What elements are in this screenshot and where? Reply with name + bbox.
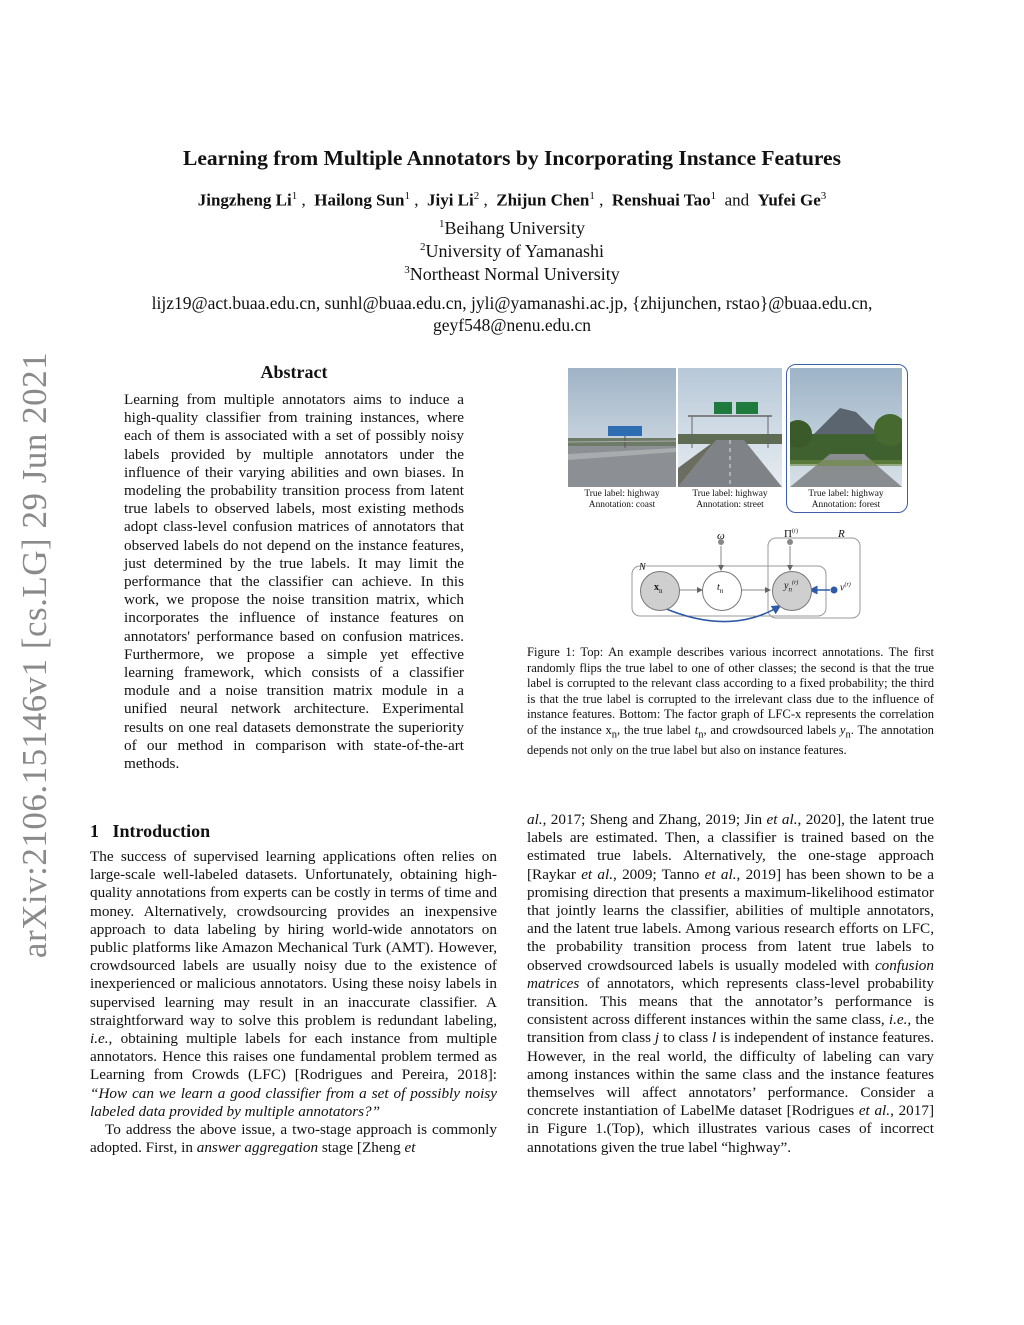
section-title: Introduction <box>112 821 211 841</box>
annotation-label: Annotation: forest <box>811 500 881 510</box>
author-name: Renshuai Tao <box>611 190 711 210</box>
affiliation-number: 2 <box>420 241 426 253</box>
intro-heading <box>90 821 510 842</box>
text-run: , 2017] in Figure 1.(Top), which illustrates various cases of incorrect annotations given the true label “highway”. <box>527 1102 935 1156</box>
var-t: t <box>717 582 720 593</box>
author-affiliation-mark: 2 <box>473 190 480 202</box>
text-run: stage [Zheng <box>318 1139 405 1157</box>
node-t-label <box>717 582 723 595</box>
abstract-heading: Abstract <box>260 362 328 382</box>
text-run-italic: i.e., <box>888 1011 912 1029</box>
var-sub: n <box>788 585 792 594</box>
affiliation-name: Beihang University <box>444 218 585 238</box>
intro-paragraph <box>90 1121 497 1157</box>
text-run: is independent of instance features. However, in the real world, the difficulty of labeling can vary among instances within the same class and the instance features themselves will affect annotators’ performance. Consider a concrete instantiation of LabelMe dataset [Rodrigues <box>527 1029 934 1120</box>
var-v: v <box>840 582 845 594</box>
section-number: 1 <box>90 821 99 841</box>
affiliation <box>0 218 1024 239</box>
photo-caption <box>790 489 902 511</box>
text-run: , 2017; Sheng and Zhang, 2019; Jin <box>542 811 767 828</box>
var-sub: n <box>719 587 724 595</box>
text-run-italic: et al. <box>858 1102 891 1120</box>
author-name: Hailong Sun <box>314 190 405 210</box>
affiliation <box>0 264 1024 285</box>
caption-text: , and crowdsourced labels <box>703 722 840 737</box>
intro-left-column <box>90 848 497 1157</box>
var-sup: (r) <box>791 528 798 535</box>
node-y-label <box>784 580 798 593</box>
text-run-italic: et al. <box>704 865 737 883</box>
author-affiliation-mark: 1 <box>291 190 298 202</box>
pi-label <box>784 528 798 540</box>
plate-N-label: N <box>639 562 646 573</box>
caption-sub: n <box>611 729 618 741</box>
intro-right-column <box>527 811 934 1157</box>
text-run: to class <box>659 1029 712 1047</box>
affiliation-name: Northeast Normal University <box>409 264 620 284</box>
var-sup: (r) <box>844 582 851 588</box>
text-run: , 2020], the latent true labels are estimated. Then, a classifier is trained based on the estimated true labels. Alternatively, the one-stage approach [Raykar <box>527 811 934 883</box>
figure-1 <box>560 364 910 624</box>
text-run: , 2009; Tanno <box>613 865 705 883</box>
highway-photo <box>568 368 676 487</box>
annotation-label: Annotation: street <box>696 500 764 510</box>
paper-title: Learning from Multiple Annotators by Incorporating Instance Features <box>183 146 841 170</box>
affiliation <box>0 241 1024 262</box>
node-x-label <box>654 582 663 595</box>
text-run: obtaining multiple labels for each instance from multiple annotators. Hence this raises one fundamental problem termed as Learning from Crowds (LFC) [Rodrigues and Pereira, 2018]: <box>90 1030 497 1084</box>
intro-paragraph <box>90 848 497 1121</box>
author-affiliation-mark: 3 <box>820 190 827 202</box>
text-run: To address the above issue, a two-stage approach is commonly adopted. First, in <box>90 1121 497 1157</box>
text-run-italic: confusion matrices <box>527 956 934 992</box>
plate-R-label: R <box>838 528 845 540</box>
text-run-italic: answer aggregation <box>196 1139 319 1157</box>
author-name: Jiyi Li <box>426 190 474 210</box>
text-run: the transition from class <box>527 1011 934 1047</box>
true-label: True label: highway <box>584 489 660 499</box>
affiliation-number: 3 <box>404 264 410 276</box>
abstract-body: Learning from multiple annotators aims to induce a high-quality classifier from training instances, where each of them is associated with a set of possibly noisy labels provided by multiple annotators under the influence of their varying abilities and own biases. In modeling the probability transition process from latent true labels to observed labels, most existing methods adopt class-level confusion matrices of annotators that observed labels do not depend on the instance features, just determined by the true labels. It may limit the performance that the classifier can achieve. In this work, we propose the noise transition matrix, which incorporates the influence of instance features on annotators' performance based on confusion matrices. Furthermore, we propose a simple yet effective learning framework, which consists of a classifier module and a noise transition matrix module in a unified neural network architecture. Experimental results on one real datasets demonstrate the superiority of our method in comparison with state-of-the-art methods. <box>124 391 464 773</box>
caption-var: t <box>694 722 699 737</box>
photo-caption <box>566 489 678 511</box>
author-affiliation-mark: 1 <box>404 190 410 202</box>
text-run: , 2019] has been shown to be a promising direction that presents a maximum-likelihood estimator that jointly learns the classifier, abilities of multiple annotators, and the latent true labels. Among various research efforts on LFC, the probability transition process from latent true labels to observed crowdsourced labels is usually modeled with <box>527 865 935 974</box>
var-sup: (r) <box>791 580 799 586</box>
caption-text: Figure 1: Top: An example describes various incorrect annotations. The first randomly flips the true label to one of other classes; the second is that the true label is corrupted to the relevant class according to a fixed probability; the third is that the true label is corrupted to the irrelevant class due to the influence of instance features. Bottom: The factor graph of LFC-x represents the correlation of the instance x <box>527 645 934 737</box>
email-line: lijz19@act.buaa.edu.cn, sunhl@buaa.edu.cn, jyli@yamanashi.ac.jp, {zhijunchen, rstao}@buaa.edu.cn, <box>151 293 873 313</box>
author-list: Jingzheng Li$^1$ , Hailong Sun$^1$ , Jiyi Li$^2$ , Zhijun Chen$^1$ , Renshuai Tao$^1$ and Yufei Ge$^3$ <box>197 190 827 210</box>
affiliation-number: 1 <box>439 218 445 230</box>
and-word: and <box>724 190 750 210</box>
node-v-label <box>840 582 851 593</box>
var-y: y <box>784 580 789 592</box>
text-run-italic: et al. <box>766 811 798 828</box>
author-affiliation-mark: 1 <box>589 190 595 202</box>
affiliation-name: University of Yamanashi <box>425 241 604 261</box>
figure-caption <box>527 645 934 759</box>
caption-var: y <box>839 722 846 737</box>
true-label: True label: highway <box>808 489 884 499</box>
text-run: of annotators, which represents class-level probability transition. This means that the annotator’s performance is consistent across different instances within the same class, <box>527 974 934 1029</box>
photo-caption <box>674 489 786 511</box>
caption-text: , the true label <box>617 722 695 737</box>
author-name: Yufei Ge <box>757 190 821 210</box>
author-name: Jingzheng Li <box>197 190 292 210</box>
var-x: x <box>654 582 659 593</box>
math-var: j <box>654 1029 660 1047</box>
text-run-italic: et al. <box>581 865 614 883</box>
author-affiliation-mark: 1 <box>710 190 717 202</box>
author-name: Zhijun Chen <box>496 190 590 210</box>
var-pi: Π <box>784 528 792 540</box>
var-sub: n <box>659 587 663 595</box>
caption-sub: n <box>698 729 704 741</box>
text-run-italic: et <box>404 1139 416 1157</box>
math-var: l <box>711 1029 717 1047</box>
text-run-italic: i.e., <box>90 1030 113 1048</box>
text-run: The success of supervised learning applications often relies on large-scale well-labeled datasets. Unfortunately, obtaining high-quality annotations from experts can be costly in terms of time and money. Alternatively, crowdsourcing provides an inexpensive approach to data labeling by hiring world-wide annotators on public platforms like Amazon Mechanical Turk (AMT). However, crowdsourced labels are usually noisy due to the existence of inexperienced or malicious annotators. Using these noisy labels in supervised learning may result in an inaccurate classifier. A straightforward way to solve this problem is redundant labeling, <box>90 848 497 1029</box>
intro-paragraph <box>527 811 934 1157</box>
caption-text: . The annotation depends not only on the true label but also on instance features. <box>527 722 934 758</box>
email-line: geyf548@nenu.edu.cn <box>432 315 591 335</box>
author-emails <box>80 292 944 336</box>
arxiv-stamp: arXiv:2106.15146v1 [cs.LG] 29 Jun 2021 <box>15 351 54 959</box>
omega-label: ω <box>717 530 725 542</box>
caption-sub: n <box>845 729 851 741</box>
annotation-label: Annotation: coast <box>588 500 656 510</box>
text-run-italic: al. <box>527 811 543 828</box>
true-label: True label: highway <box>692 489 768 499</box>
highway-photo <box>678 368 782 487</box>
research-question: “How can we learn a good classifier from a set of possibly noisy labeled data provided by multiple annotators?” <box>90 1084 497 1120</box>
